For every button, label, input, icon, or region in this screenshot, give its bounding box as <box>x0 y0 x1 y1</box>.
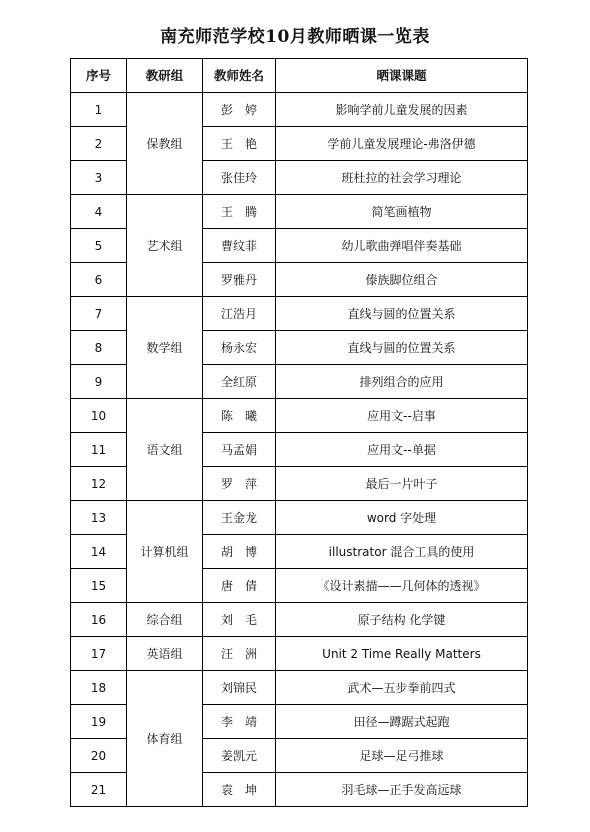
lesson-topic: 《设计素描——几何体的透视》 <box>276 569 528 603</box>
teacher-name: 马孟娟 <box>203 433 276 467</box>
table-row <box>71 501 528 535</box>
group-name: 保教组 <box>127 93 203 195</box>
row-number: 13 <box>71 501 127 535</box>
table-header-row <box>71 59 528 93</box>
group-name: 计算机组 <box>127 501 203 603</box>
teacher-name: 王 艳 <box>203 127 276 161</box>
lesson-topic: 田径—蹲踞式起跑 <box>276 705 528 739</box>
page-title: 南充师范学校10月教师晒课一览表 <box>160 27 430 47</box>
lesson-topic: illustrator 混合工具的使用 <box>276 535 528 569</box>
row-number: 18 <box>71 671 127 705</box>
teacher-name: 袁 坤 <box>203 773 276 807</box>
table-row <box>71 603 528 637</box>
row-number: 14 <box>71 535 127 569</box>
row-number: 5 <box>71 229 127 263</box>
lesson-topic: 直线与圆的位置关系 <box>276 331 528 365</box>
row-number: 7 <box>71 297 127 331</box>
teacher-name: 王金龙 <box>203 501 276 535</box>
table-row <box>71 297 528 331</box>
lesson-topic: 应用文--启事 <box>276 399 528 433</box>
row-number: 3 <box>71 161 127 195</box>
teacher-name: 曹纹菲 <box>203 229 276 263</box>
group-name: 艺术组 <box>127 195 203 297</box>
group-name: 体育组 <box>127 671 203 807</box>
header-teacher: 教师姓名 <box>203 59 276 93</box>
lesson-topic: Unit 2 Time Really Matters <box>276 637 528 671</box>
table-row <box>71 195 528 229</box>
lesson-topic: 直线与圆的位置关系 <box>276 297 528 331</box>
row-number: 21 <box>71 773 127 807</box>
lesson-topic: 武术—五步拳前四式 <box>276 671 528 705</box>
teacher-name: 罗雅丹 <box>203 263 276 297</box>
table-row <box>71 671 528 705</box>
row-number: 8 <box>71 331 127 365</box>
group-name: 综合组 <box>127 603 203 637</box>
row-number: 9 <box>71 365 127 399</box>
row-number: 20 <box>71 739 127 773</box>
teacher-name: 王 腾 <box>203 195 276 229</box>
row-number: 16 <box>71 603 127 637</box>
lesson-topic: 简笔画植物 <box>276 195 528 229</box>
lesson-topic: 影响学前儿童发展的因素 <box>276 93 528 127</box>
table-row <box>71 93 528 127</box>
teacher-name: 唐 倩 <box>203 569 276 603</box>
row-number: 19 <box>71 705 127 739</box>
lesson-topic: 足球—足弓推球 <box>276 739 528 773</box>
lesson-topic: word 字处理 <box>276 501 528 535</box>
row-number: 17 <box>71 637 127 671</box>
group-name: 英语组 <box>127 637 203 671</box>
row-number: 15 <box>71 569 127 603</box>
row-number: 11 <box>71 433 127 467</box>
lesson-topic: 排列组合的应用 <box>276 365 528 399</box>
lesson-topic: 原子结构 化学键 <box>276 603 528 637</box>
teacher-name: 陈 曦 <box>203 399 276 433</box>
table-row <box>71 637 528 671</box>
teacher-name: 李 靖 <box>203 705 276 739</box>
row-number: 10 <box>71 399 127 433</box>
teacher-name: 汪 洲 <box>203 637 276 671</box>
lesson-topic: 班杜拉的社会学习理论 <box>276 161 528 195</box>
header-number: 序号 <box>71 59 127 93</box>
header-group: 教研组 <box>127 59 203 93</box>
row-number: 1 <box>71 93 127 127</box>
lesson-topic: 最后一片叶子 <box>276 467 528 501</box>
row-number: 6 <box>71 263 127 297</box>
teacher-name: 刘 毛 <box>203 603 276 637</box>
row-number: 12 <box>71 467 127 501</box>
row-number: 4 <box>71 195 127 229</box>
teacher-name: 刘锦民 <box>203 671 276 705</box>
table-row <box>71 399 528 433</box>
lesson-topic: 幼儿歌曲弹唱伴奏基础 <box>276 229 528 263</box>
row-number: 2 <box>71 127 127 161</box>
schedule-table <box>70 58 528 807</box>
header-topic: 晒课课题 <box>276 59 528 93</box>
teacher-name: 杨永宏 <box>203 331 276 365</box>
lesson-topic: 傣族脚位组合 <box>276 263 528 297</box>
teacher-name: 罗 萍 <box>203 467 276 501</box>
teacher-name: 江浩月 <box>203 297 276 331</box>
lesson-topic: 羽毛球—正手发高远球 <box>276 773 528 807</box>
lesson-topic: 应用文--单据 <box>276 433 528 467</box>
group-name: 数学组 <box>127 297 203 399</box>
teacher-name: 全红原 <box>203 365 276 399</box>
teacher-name: 彭 婷 <box>203 93 276 127</box>
lesson-topic: 学前儿童发展理论-弗洛伊德 <box>276 127 528 161</box>
teacher-name: 姜凯元 <box>203 739 276 773</box>
teacher-name: 张佳玲 <box>203 161 276 195</box>
group-name: 语文组 <box>127 399 203 501</box>
teacher-name: 胡 博 <box>203 535 276 569</box>
